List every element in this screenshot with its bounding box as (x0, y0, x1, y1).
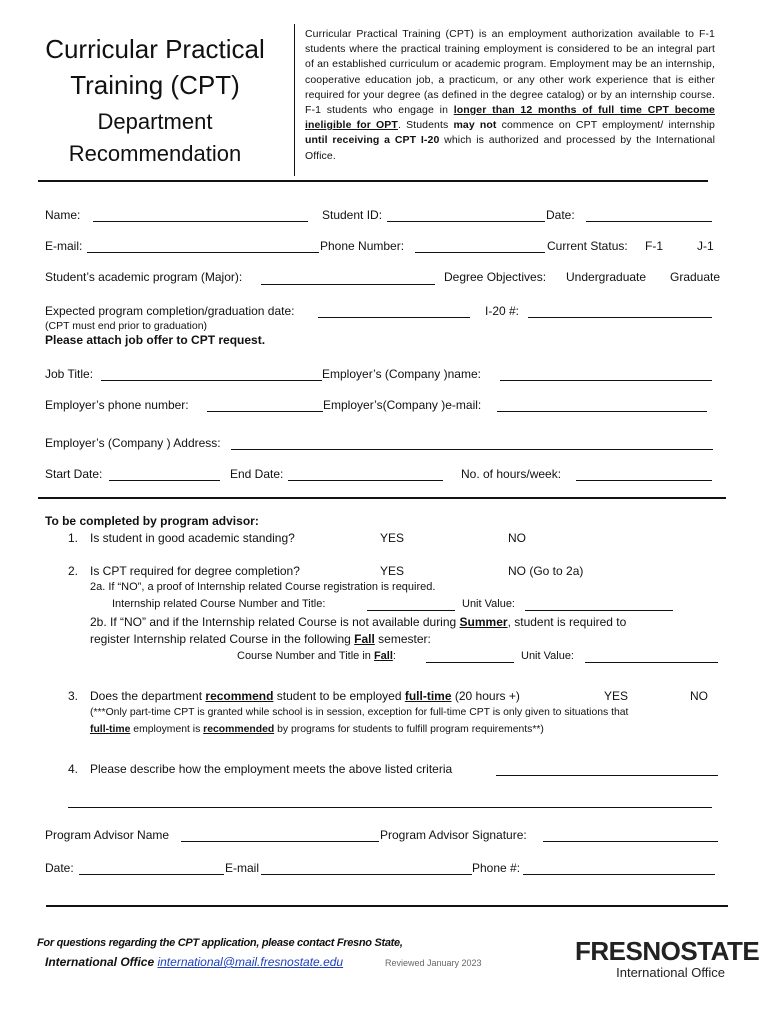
academic-program-field[interactable] (261, 284, 435, 285)
q1-text: Is student in good academic standing? (90, 531, 295, 545)
i20-field[interactable] (528, 317, 712, 318)
q2b-course-label (237, 650, 396, 662)
completion-date-field[interactable] (318, 317, 470, 318)
fresno-state-logo (575, 936, 760, 980)
intro-emphasis: longer than 12 months of full time CPT become ineligible for OPT (305, 104, 715, 132)
footer-office-name: International Office (45, 955, 158, 969)
q2a-course-field[interactable] (367, 610, 455, 611)
advisor-name-field[interactable] (181, 841, 379, 842)
advisor-phone-label: Phone #: (472, 861, 521, 875)
graduate-option[interactable]: Graduate (670, 270, 721, 284)
footer-contact-line1: For questions regarding the CPT application, please contact Fresno State, (37, 937, 403, 949)
job-title-label: Job Title: (45, 367, 94, 381)
q2b-text: 2b. If “NO” and if the Internship related Course is not available during (90, 615, 460, 629)
q2b-course-text: Course Number and Title in (237, 650, 374, 662)
employer-phone-label: Employer’s phone number: (45, 398, 189, 412)
reviewed-date: Reviewed January 2023 (385, 958, 482, 968)
q3-note-fulltime: full-time (90, 724, 131, 735)
q3-no-option[interactable]: NO (690, 689, 708, 703)
intro-text: commence on CPT employment/ internship (496, 119, 715, 132)
email-label: E-mail: (45, 239, 83, 253)
intro-emphasis: until receiving a CPT I-20 (305, 134, 440, 147)
status-j1-option[interactable]: J-1 (697, 239, 714, 253)
cpt-intro-paragraph (305, 27, 715, 164)
form-title-line1: Curricular Practical (45, 34, 265, 64)
employer-address-label: Employer’s (Company ) Address: (45, 436, 221, 450)
attach-offer-note: Please attach job offer to CPT request. (45, 333, 266, 347)
q2a-unit-label: Unit Value: (462, 598, 515, 610)
advisor-email-label: E-mail (225, 861, 260, 875)
employer-phone-field[interactable] (207, 411, 323, 412)
q3-note-text: employment is (130, 724, 204, 735)
q2b-text: semester: (374, 632, 431, 646)
job-title-field[interactable] (101, 380, 322, 381)
q3-text-part: Does the department (90, 689, 206, 703)
q2b-text: , student is required to (507, 615, 627, 629)
q4-text: Please describe how the employment meets the above listed criteria (90, 762, 453, 776)
q2b-text-line2 (90, 632, 431, 646)
footer-contact-line2 (45, 955, 343, 969)
phone-field[interactable] (415, 252, 545, 253)
q2b-fall: Fall (354, 632, 375, 646)
hours-per-week-label: No. of hours/week: (461, 467, 562, 481)
completion-note: (CPT must end prior to graduation) (45, 320, 208, 332)
intro-text: which is authorized and processed by the International Office. (305, 134, 715, 162)
start-date-label: Start Date: (45, 467, 103, 481)
intro-text: Curricular Practical Training (CPT) is an employment authorization available to F-1 students where the practical training employment is considered to be an integral part of an established curriculum or academic program. Employment may be an internship, cooperative education job, a practicum, or any other work experience that is either required for your degree (as defined in the degree catalog) or by an internship course. F-1 students who engage in (305, 28, 715, 117)
completion-date-label: Expected program completion/graduation date: (45, 304, 295, 318)
q1-number: 1. (68, 531, 79, 545)
q2b-course-field[interactable] (426, 662, 514, 663)
advisor-phone-field[interactable] (523, 874, 715, 875)
form-subtitle-line1: Department (97, 109, 213, 134)
q3-note-line1: (***Only part-time CPT is granted while school is in session, exception for full-time CPT is only given to situations that (90, 707, 629, 718)
end-date-field[interactable] (288, 480, 443, 481)
logo-subtitle: International Office (616, 965, 725, 980)
employer-address-field[interactable] (231, 449, 713, 450)
employer-email-field[interactable] (497, 411, 707, 412)
q1-no-option[interactable]: NO (508, 531, 526, 545)
q1-yes-option[interactable]: YES (380, 531, 405, 545)
student-id-label: Student ID: (322, 208, 383, 222)
q2b-text-line1 (90, 615, 626, 629)
name-label: Name: (45, 208, 81, 222)
phone-label: Phone Number: (320, 239, 405, 253)
q4-number: 4. (68, 762, 79, 776)
q3-note-line2 (90, 724, 544, 735)
q2a-unit-field[interactable] (525, 610, 673, 611)
q3-note-recommended: recommended (203, 724, 275, 735)
q2-no-option[interactable]: NO (Go to 2a) (508, 564, 584, 578)
q2b-text: register Internship related Course in the following (90, 632, 355, 646)
hours-per-week-field[interactable] (576, 480, 712, 481)
q2b-unit-field[interactable] (585, 662, 718, 663)
advisor-email-field[interactable] (261, 874, 472, 875)
q3-recommend: recommend (205, 689, 274, 703)
form-title-line2: Training (CPT) (70, 70, 240, 100)
footer-rule (46, 905, 728, 907)
company-name-label: Employer’s (Company )name: (322, 367, 481, 381)
header-divider (294, 24, 295, 176)
q2b-summer: Summer (459, 615, 508, 629)
academic-program-label: Student’s academic program (Major): (45, 270, 243, 284)
international-email-link[interactable]: international@mail.fresnostate.edu (157, 955, 344, 969)
advisor-name-label: Program Advisor Name (45, 828, 170, 842)
q2b-course-fall: Fall (373, 650, 393, 662)
q4-field-line2[interactable] (68, 807, 712, 808)
q2-text: Is CPT required for degree completion? (90, 564, 300, 578)
company-name-field[interactable] (500, 380, 712, 381)
logo-wordmark: FRESNOSTATE (575, 936, 760, 966)
q3-note-text: by programs for students to fulfill program requirements**) (274, 724, 544, 735)
q3-text-part: (20 hours +) (451, 689, 520, 703)
advisor-date-label: Date: (45, 861, 74, 875)
advisor-section-heading: To be completed by program advisor: (45, 514, 259, 528)
advisor-signature-label: Program Advisor Signature: (380, 828, 527, 842)
student-id-field[interactable] (387, 221, 545, 222)
q3-text-part: student to be employed (273, 689, 405, 703)
intro-text: . Students (397, 119, 454, 132)
date-label: Date: (546, 208, 575, 222)
email-field[interactable] (87, 252, 319, 253)
q2b-unit-label: Unit Value: (521, 650, 574, 662)
q3-number: 3. (68, 689, 79, 703)
q2-number: 2. (68, 564, 79, 578)
q2b-course-text: : (392, 650, 396, 662)
header-rule (38, 180, 708, 182)
undergraduate-option[interactable]: Undergraduate (566, 270, 647, 284)
status-f1-option[interactable]: F-1 (645, 239, 663, 253)
advisor-signature-field[interactable] (543, 841, 718, 842)
q3-text (90, 689, 520, 703)
q2-yes-option[interactable]: YES (380, 564, 405, 578)
current-status-label: Current Status: (547, 239, 628, 253)
section-rule (38, 497, 726, 499)
q2a-text: 2a. If “NO”, a proof of Internship related Course registration is required. (90, 581, 436, 593)
name-field[interactable] (93, 221, 308, 222)
advisor-date-field[interactable] (79, 874, 224, 875)
intro-emphasis: may not (453, 119, 497, 132)
i20-label: I-20 #: (485, 304, 520, 318)
start-date-field[interactable] (109, 480, 220, 481)
degree-objectives-label: Degree Objectives: (444, 270, 547, 284)
date-field[interactable] (586, 221, 712, 222)
end-date-label: End Date: (230, 467, 284, 481)
employer-email-label: Employer’s(Company )e-mail: (323, 398, 482, 412)
q3-yes-option[interactable]: YES (604, 689, 629, 703)
form-subtitle-line2: Recommendation (68, 141, 242, 166)
q3-fulltime: full-time (404, 689, 452, 703)
q2a-course-label: Internship related Course Number and Title: (112, 598, 326, 610)
q4-field[interactable] (496, 775, 718, 776)
